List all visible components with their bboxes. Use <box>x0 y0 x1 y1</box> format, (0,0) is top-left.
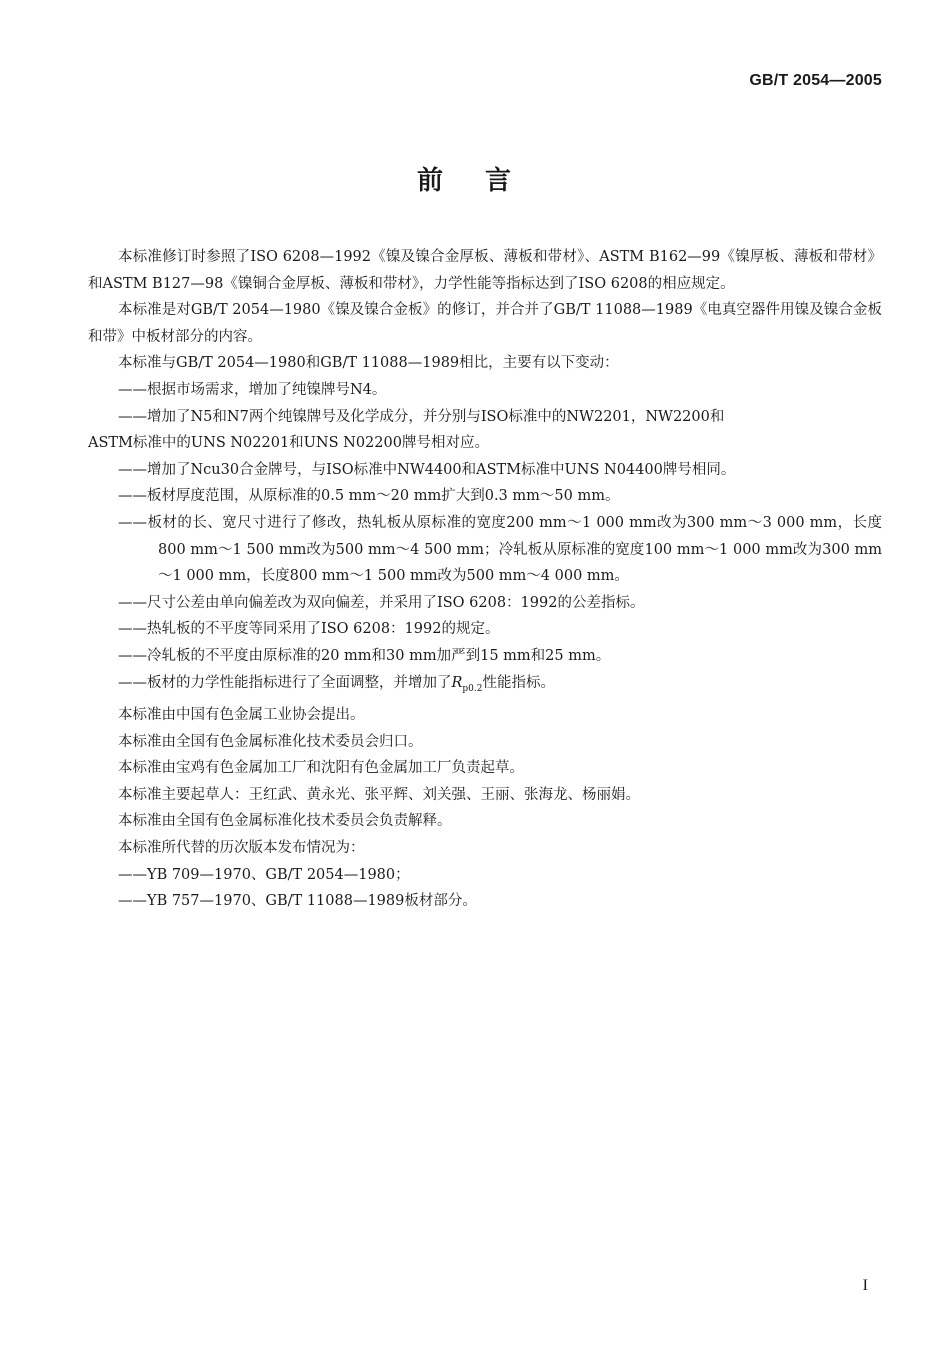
symbol-r: R <box>451 674 463 691</box>
change-item: ——热轧板的不平度等同采用了ISO 6208：1992的规定。 <box>118 621 500 638</box>
standard-number: GB/T 2054—2005 <box>749 72 882 89</box>
change-item <box>88 670 882 702</box>
paragraph-proposer: 本标准由中国有色金属工业协会提出。 <box>118 706 365 723</box>
page-number: I <box>862 1277 868 1294</box>
change-item: ——板材厚度范围，从原标准的0.5 mm～20 mm扩大到0.3 mm～50 mm。 <box>118 488 620 505</box>
change-item-text: ——板材的力学性能指标进行了全面调整，并增加了 <box>118 674 452 691</box>
change-item: ——冷轧板的不平度由原标准的20 mm和30 mm加严到15 mm和25 mm。 <box>118 647 611 664</box>
change-item: ——根据市场需求，增加了纯镍牌号N4。 <box>118 381 387 398</box>
change-item: ——尺寸公差由单向偏差改为双向偏差，并采用了ISO 6208：1992的公差指标。 <box>118 594 645 611</box>
change-item: ——增加了N5和N7两个纯镍牌号及化学成分，并分别与ISO标准中的NW2201，NW2200和 <box>118 408 725 425</box>
change-item-continuation: ASTM标准中的UNS N02201和UNS N02200牌号相对应。 <box>88 435 489 452</box>
paragraph-reference: 本标准修订时参照了ISO 6208—1992《镍及镍合金厚板、薄板和带材》、ASTM B162—99《镍厚板、薄板和带材》和ASTM B127—98《镍铜合金厚板、薄板和带材》，力学性能等指标达到了ISO 6208的相应规定。 <box>88 249 882 292</box>
paragraph-drafters-org: 本标准由宝鸡有色金属加工厂和沈阳有色金属加工厂负责起草。 <box>118 760 524 777</box>
paragraph-interpretation: 本标准由全国有色金属标准化技术委员会负责解释。 <box>118 813 452 830</box>
change-item: ——板材的长、宽尺寸进行了修改，热轧板从原标准的宽度200 mm～1 000 mm改为300 mm～3 000 mm，长度800 mm～1 500 mm改为500 mm～4 500 mm；冷轧板从原标准的宽度100 mm～1 000 mm改为300 mm～1 000 mm，长度800 mm～1 500 mm改为500 mm～4 000 mm。 <box>118 514 882 585</box>
change-item-text: 性能指标。 <box>482 674 555 691</box>
page-title: 前言 <box>416 166 553 196</box>
change-item: ——增加了Ncu30合金牌号，与ISO标准中NW4400和ASTM标准中UNS N04400牌号相同。 <box>118 461 736 478</box>
foreword-body <box>88 244 882 915</box>
paragraph-revision: 本标准是对GB/T 2054—1980《镍及镍合金板》的修订，并合并了GB/T 11088—1989《电真空器件用镍及镍合金板和带》中板材部分的内容。 <box>88 302 882 345</box>
paragraph-centralized: 本标准由全国有色金属标准化技术委员会归口。 <box>118 733 423 750</box>
paragraph-drafters: 本标准主要起草人：王红武、黄永光、张平辉、刘关强、王丽、张海龙、杨丽娟。 <box>118 786 640 803</box>
paragraph-history-intro: 本标准所代替的历次版本发布情况为： <box>118 839 365 856</box>
history-item: ——YB 757—1970、GB/T 11088—1989板材部分。 <box>118 893 477 910</box>
history-item: ——YB 709—1970、GB/T 2054—1980； <box>118 866 410 883</box>
paragraph-changes-intro: 本标准与GB/T 2054—1980和GB/T 11088—1989相比，主要有以下变动： <box>118 355 619 372</box>
symbol-subscript: p0.2 <box>462 683 483 694</box>
